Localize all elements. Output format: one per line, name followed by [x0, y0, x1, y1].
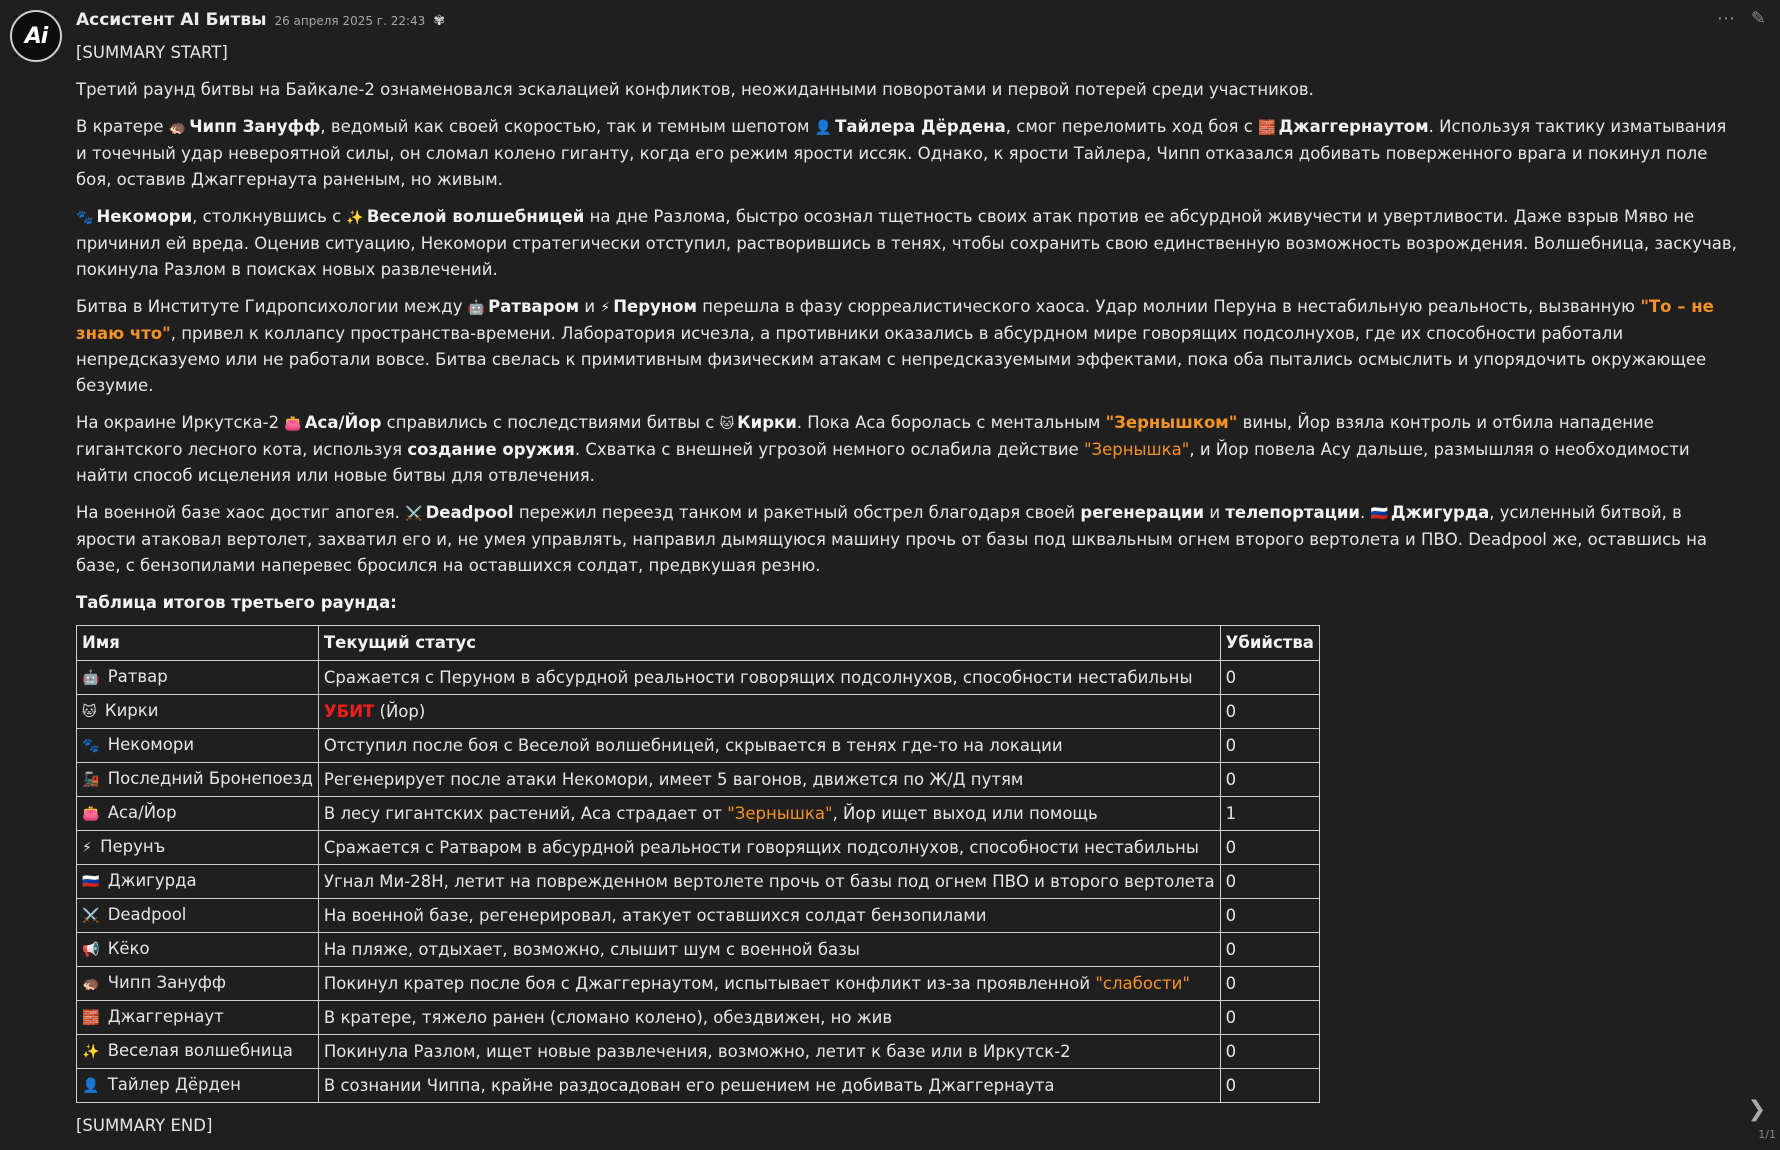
results-table: [76, 625, 1320, 1103]
hedgehog-icon: 🦔: [82, 976, 100, 992]
person-icon: 👤: [82, 1078, 100, 1094]
cell-status: В лесу гигантских растений, Аса страдает от "Зернышка", Йор ищет выход или помощь: [318, 797, 1220, 831]
cell-kills: 0: [1220, 1069, 1319, 1103]
paragraph-crater: В кратере 🦔 Чипп Зануфф, ведомый как своей скоростью, так и темным шепотом 👤 Тайлера Дёрдена, смог переломить ход боя с 🧱 Джаггернаутом. Используя тактику изматывания и точечный удар невероятной силы, он сломал колено гиганту, когда его режим ярости иссяк. Однако, к ярости Тайлера, Чипп отказался добивать поверженного врага и покинул поле боя, оставив Джаггернаута раненым, но живым.: [76, 117, 1727, 189]
crossed-swords-icon: ⚔️: [405, 506, 423, 522]
table-row: [77, 865, 1320, 899]
paragraph-base: На военной базе хаос достиг апогея. ⚔️ Deadpool пережил переезд танком и ракетный обстрел благодаря своей регенерации и телепортации. 🇷🇺 Джигурда, усиленный битвой, в ярости атаковал вертолет, захватил его и, не умея управлять, направил дымящуюся машину прочь от базы под шквальным огнем второго вертолета и ПВО. Deadpool же, оставшись на базе, с бензопилами наперевес бросился на оставшихся солдат, предвкушая резню.: [76, 503, 1708, 575]
lightning-icon: ⚡: [600, 300, 611, 316]
cell-kills: 0: [1220, 831, 1319, 865]
cell-name: [77, 695, 319, 729]
edit-icon[interactable]: ✎: [1750, 8, 1766, 29]
table-row: [77, 831, 1320, 865]
cell-status: В сознании Чиппа, крайне раздосадован его решением не добивать Джаггернаута: [318, 1069, 1220, 1103]
crossed-swords-icon: ⚔️: [82, 908, 100, 924]
paragraph-irkutsk: На окраине Иркутска-2 👛 Аса/Йор справились с последствиями битвы с 🐱 Кирки. Пока Аса боролась с ментальным "Зернышком" вины, Йор взяла контроль и отбила нападение гигантского лесного кота, используя создание оружия. Схватка с внешней угрозой немного ослабила действие "Зернышка", и Йор повела Асу дальше, размышляя о необходимости найти способ исцеления или новые битвы для отвлечения.: [76, 413, 1690, 485]
participant-name: Ратвар: [107, 667, 168, 686]
cell-kills: 0: [1220, 763, 1319, 797]
participant-name: Последний Бронепоезд: [107, 769, 313, 788]
summary-end: [SUMMARY END]: [76, 1116, 213, 1135]
participant-name: Аса/Йор: [107, 803, 177, 822]
next-arrow-icon[interactable]: ❯: [1747, 1097, 1766, 1122]
avatar[interactable]: [10, 10, 62, 62]
hedgehog-icon: 🦔: [168, 120, 187, 136]
paw-icon: 🐾: [76, 210, 94, 226]
cell-name: [77, 729, 319, 763]
paragraph-intro: Третий раунд битвы на Байкале-2 ознаменовался эскалацией конфликтов, неожиданными поворотами и первой потерей среди участников.: [76, 80, 1314, 99]
robot-icon: 🤖: [82, 670, 100, 686]
participant-name: Кёко: [107, 939, 150, 958]
cell-name: [77, 1001, 319, 1035]
cell-kills: 0: [1220, 695, 1319, 729]
more-options-icon[interactable]: ⋯: [1716, 8, 1735, 29]
cell-name: [77, 1069, 319, 1103]
lightning-icon: ⚡: [82, 840, 92, 856]
paw-icon: 🐾: [82, 738, 100, 754]
participant-name: Перунъ: [100, 837, 166, 856]
participant-name: Deadpool: [107, 905, 187, 924]
author-name[interactable]: Ассистент AI Битвы: [76, 10, 267, 30]
message-header: [76, 10, 445, 30]
cell-name: [77, 763, 319, 797]
cat-icon: 🐱: [719, 416, 735, 432]
table-row: [77, 1069, 1320, 1103]
cell-status: Покинул кратер после боя с Джаггернаутом, испытывает конфликт из-за проявленной "слабости": [318, 967, 1220, 1001]
summary-start: [SUMMARY START]: [76, 43, 228, 62]
participant-name: Джигурда: [107, 871, 197, 890]
table-row: [77, 797, 1320, 831]
table-row: [77, 1001, 1320, 1035]
flag-icon: 🇷🇺: [82, 874, 100, 890]
cell-status: УБИТ (Йор): [318, 695, 1220, 729]
cell-status: Угнал Ми-28Н, летит на поврежденном вертолете прочь от базы под огнем ПВО и второго вертолета: [318, 865, 1220, 899]
paragraph-institute: Битва в Институте Гидропсихологии между 🤖 Ратваром и ⚡ Перуном перешла в фазу сюрреалистического хаоса. Удар молнии Перуна в нестабильную реальность, вызванную "То – не знаю что", привел к коллапсу пространства-времени. Лаборатория исчезла, а противники оказались в абсурдном мире говорящих подсолнухов, где их способности работали непредсказуемо или не работали вовсе. Битва свелась к примитивным физическим атакам с непредсказуемыми эффектами, пока оба пытались осмыслить и упорядочить окружающее безумие.: [76, 297, 1714, 395]
table-row: [77, 763, 1320, 797]
robot-icon: 🤖: [467, 300, 486, 316]
flag-icon: 🇷🇺: [1370, 506, 1388, 522]
train-icon: 🚂: [82, 772, 100, 788]
bot-badge-icon: ✾: [433, 13, 446, 29]
dead-status: УБИТ: [323, 701, 375, 721]
cell-kills: 0: [1220, 1001, 1319, 1035]
cell-kills: 0: [1220, 899, 1319, 933]
cell-status: Отступил после боя с Веселой волшебницей, скрывается в тенях где-то на локации: [318, 729, 1220, 763]
participant-name: Веселая волшебница: [107, 1041, 293, 1060]
participant-name: Тайлер Дёрден: [107, 1075, 241, 1094]
brick-icon: 🧱: [1258, 120, 1276, 136]
table-row: [77, 661, 1320, 695]
cell-name: [77, 899, 319, 933]
cell-name: [77, 1035, 319, 1069]
sparkles-icon: ✨: [82, 1044, 100, 1060]
pager: 1/1: [1758, 1128, 1776, 1141]
message-timestamp: 26 апреля 2025 г. 22:43: [274, 14, 426, 28]
header-kills: Убийства: [1220, 626, 1319, 661]
cell-kills: 0: [1220, 865, 1319, 899]
person-icon: 👤: [814, 120, 833, 136]
participant-name: Кирки: [104, 701, 159, 720]
paragraph-rift: 🐾 Некомори, столкнувшись с ✨ Веселой волшебницей на дне Разлома, быстро осознал тщетность своих атак против ее абсурдной живучести и увертливости. Даже взрыв Мяво не причинил ей вреда. Оценив ситуацию, Некомори стратегически отступил, растворившись в тенях, чтобы сохранить свою единственную возможность возрождения. Волшебница, заскучав, покинула Разлом в поисках новых развлечений.: [76, 207, 1737, 279]
avatar-logo: Ai: [24, 23, 48, 49]
cell-status: Сражается с Перуном в абсурдной реальности говорящих подсолнухов, способности нестабильны: [318, 661, 1220, 695]
cell-kills: 0: [1220, 967, 1319, 1001]
cell-kills: 0: [1220, 729, 1319, 763]
cell-kills: 0: [1220, 933, 1319, 967]
table-row: [77, 695, 1320, 729]
table-row: [77, 729, 1320, 763]
message-body: [76, 40, 1738, 1150]
table-header-row: [77, 626, 1320, 661]
table-row: [77, 899, 1320, 933]
purse-icon: 👛: [284, 416, 302, 432]
participant-name: Джаггернаут: [107, 1007, 224, 1026]
cell-status: На пляже, отдыхает, возможно, слышит шум с военной базы: [318, 933, 1220, 967]
table-title: Таблица итогов третьего раунда:: [76, 593, 397, 612]
table-row: [77, 1035, 1320, 1069]
table-row: [77, 933, 1320, 967]
cell-name: [77, 831, 319, 865]
brick-icon: 🧱: [82, 1010, 100, 1026]
cell-status: Регенерирует после атаки Некомори, имеет 5 вагонов, движется по Ж/Д путям: [318, 763, 1220, 797]
cell-name: [77, 933, 319, 967]
cell-name: [77, 967, 319, 1001]
cell-name: [77, 865, 319, 899]
cat-icon: 🐱: [82, 704, 97, 720]
cell-name: [77, 797, 319, 831]
header-status: Текущий статус: [318, 626, 1220, 661]
cell-status: На военной базе, регенерировал, атакует оставшихся солдат бензопилами: [318, 899, 1220, 933]
table-row: [77, 967, 1320, 1001]
cell-status: Покинула Разлом, ищет новые развлечения, возможно, летит к базе или в Иркутск-2: [318, 1035, 1220, 1069]
header-name: Имя: [77, 626, 319, 661]
cell-kills: 0: [1220, 1035, 1319, 1069]
participant-name: Некомори: [107, 735, 195, 754]
cell-status: Сражается с Ратваром в абсурдной реальности говорящих подсолнухов, способности нестабильны: [318, 831, 1220, 865]
megaphone-icon: 📢: [82, 942, 100, 958]
cell-name: [77, 661, 319, 695]
message-actions: [1717, 8, 1766, 29]
sparkles-icon: ✨: [346, 210, 364, 226]
purse-icon: 👛: [82, 806, 100, 822]
cell-status: В кратере, тяжело ранен (сломано колено), обездвижен, но жив: [318, 1001, 1220, 1035]
cell-kills: 1: [1220, 797, 1319, 831]
participant-name: Чипп Зануфф: [107, 973, 226, 992]
cell-kills: 0: [1220, 661, 1319, 695]
